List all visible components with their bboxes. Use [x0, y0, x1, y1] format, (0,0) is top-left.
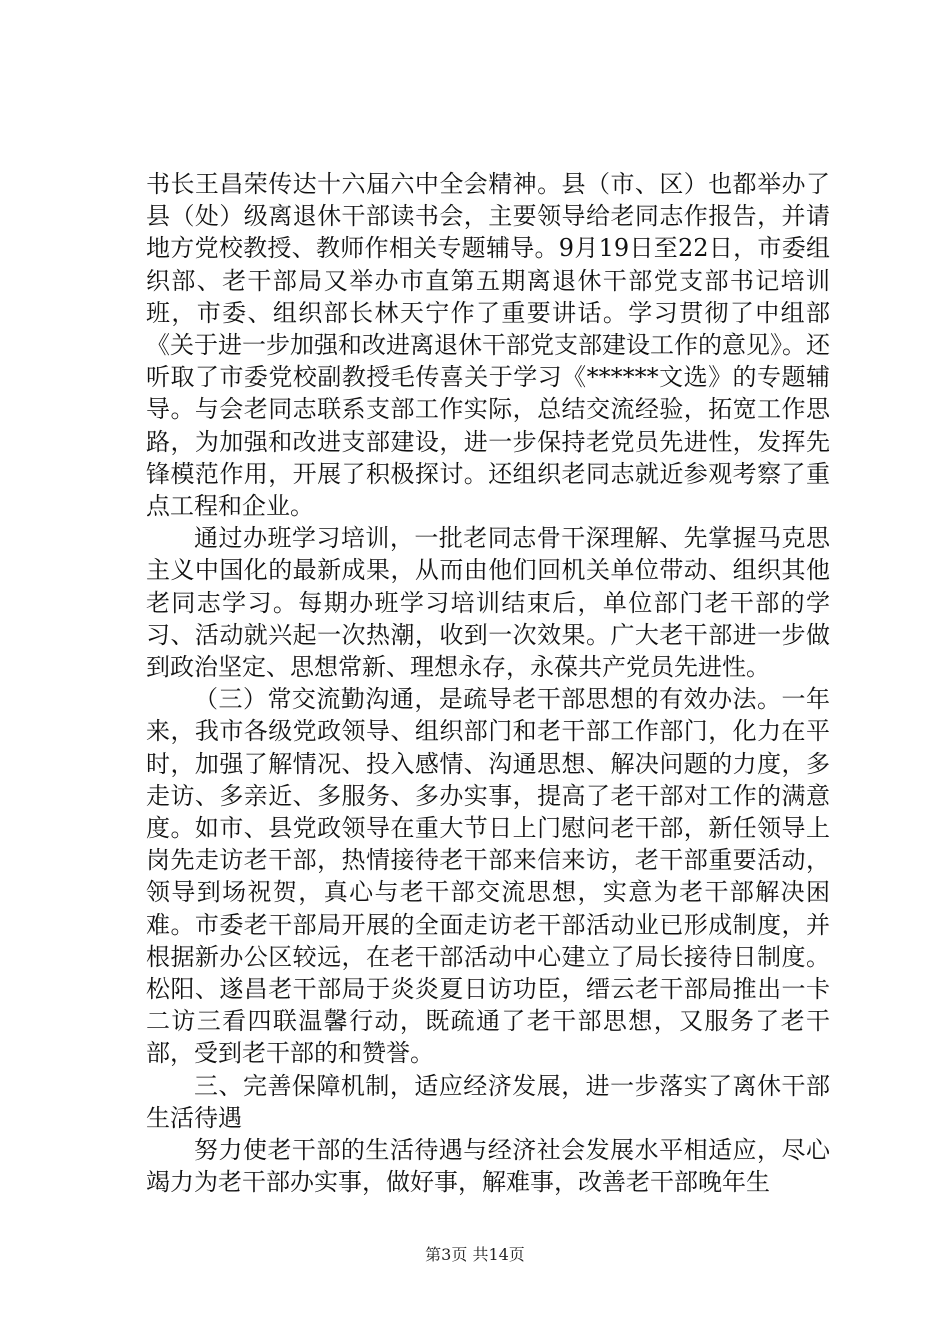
document-body [146, 168, 830, 1199]
page-footer: 第3页 共14页 [425, 1245, 525, 1264]
paragraph-communication: （三）常交流勤沟通，是疏导老干部思想的有效办法。一年来，我市各级党政领导、组织部门和老干部工作部门，化力在平时，加强了解情况、投入感情、沟通思想、解决问题的力度，多走访、多亲近、多服务、多办实事，提高了老干部对工作的满意度。如市、县党政领导在重大节日上门慰问老干部，新任领导上岗先走访老干部，热情接待老干部来信来访，老干部重要活动，领导到场祝贺，真心与老干部交流思想，实意为老干部解决困难。市委老干部局开展的全面走访老干部活动业已形成制度，并根据新办公区较远，在老干部活动中心建立了局长接待日制度。松阳、遂昌老干部局于炎炎夏日访功臣，缙云老干部局推出一卡二访三看四联温馨行动，既疏通了老干部思想，又服务了老干部，受到老干部的和赞誉。 [146, 685, 830, 1068]
section-heading-3: 三、完善保障机制，适应经济发展，进一步落实了离休干部生活待遇 [146, 1071, 830, 1132]
paragraph-training: 通过办班学习培训，一批老同志骨干深理解、先掌握马克思主义中国化的最新成果，从而由他们回机关单位带动、组织其他老同志学习。每期办班学习培训结束后，单位部门老干部的学习、活动就兴起一次热潮，收到一次效果。广大老干部进一步做到政治坚定、思想常新、理想永存，永葆共产党员先进性。 [146, 524, 830, 682]
paragraph-reading-club: 书长王昌荣传达十六届六中全会精神。县（市、区）也都举办了县（处）级离退休干部读书会，主要领导给老同志作报告，并请地方党校教授、教师作相关专题辅导。9月19日至22日，市委组织部、老干部局又举办市直第五期离退休干部党支部书记培训班，市委、组织部长林天宁作了重要讲话。学习贯彻了中组部《关于进一步加强和改进离退休干部党支部建设工作的意见》。还听取了市委党校副教授毛传喜关于学习《******文选》的专题辅导。与会老同志联系支部工作实际，总结交流经验，拓宽工作思路，为加强和改进支部建设，进一步保持老党员先进性，发挥先锋模范作用，开展了积极探讨。还组织老同志就近参观考察了重点工程和企业。 [146, 170, 830, 521]
paragraph-living-treatment: 努力使老干部的生活待遇与经济社会发展水平相适应，尽心竭力为老干部办实事，做好事，解难事，改善老干部晚年生 [146, 1136, 830, 1197]
